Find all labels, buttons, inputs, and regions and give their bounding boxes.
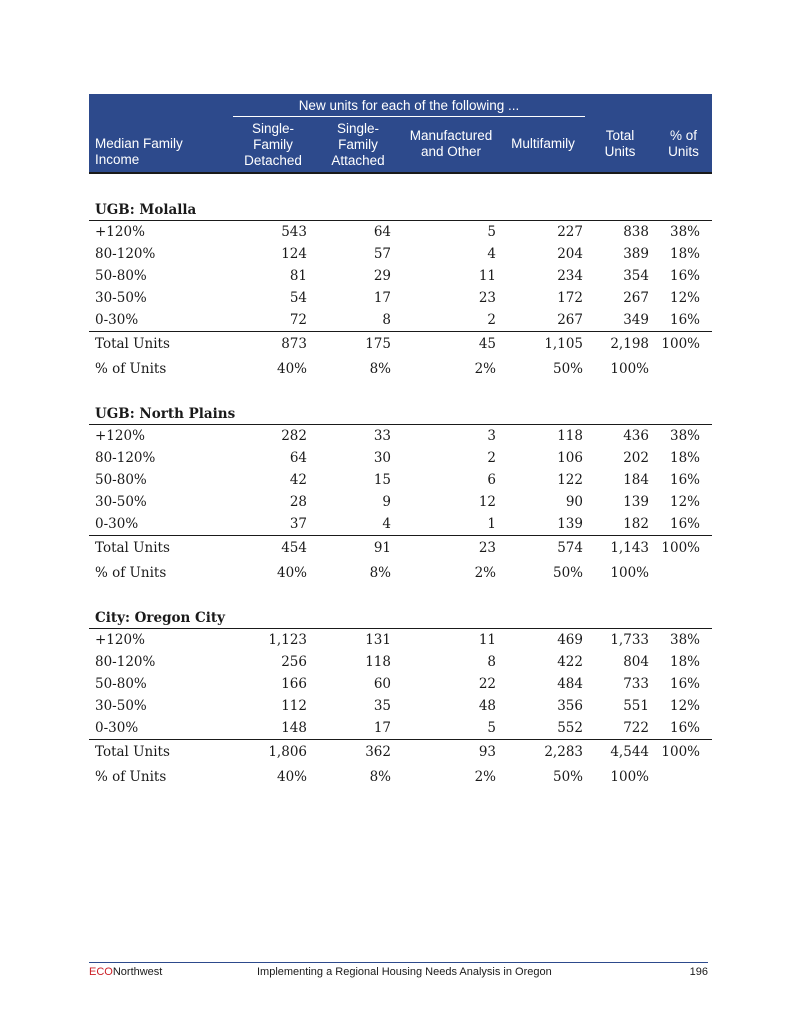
table-row [89, 651, 712, 673]
row-label: 50-80% [95, 472, 147, 488]
table-cell: 12 [478, 494, 496, 510]
table-cell: 234 [557, 268, 583, 284]
table-cell: 72 [289, 312, 307, 328]
table-cell: 91 [373, 540, 391, 556]
section-title: UGB: Molalla [89, 200, 712, 221]
table-cell: 175 [365, 336, 391, 352]
table-cell: 16% [669, 472, 700, 488]
table-cell: 574 [557, 540, 583, 556]
row-label: 30-50% [95, 494, 147, 510]
table-cell: 722 [623, 720, 649, 736]
table-cell: 18% [669, 246, 700, 262]
table-row [89, 673, 712, 695]
table-cell: 227 [557, 224, 583, 240]
table-cell: 16% [669, 720, 700, 736]
table-cell: 362 [365, 744, 391, 760]
row-label: Total Units [95, 336, 170, 352]
table-cell: 2% [474, 769, 496, 785]
table-cell: 8% [369, 361, 391, 377]
table-cell: 172 [557, 290, 583, 306]
table-cell: 100% [610, 361, 649, 377]
table-cell: 1,806 [268, 744, 307, 760]
table-cell: 139 [623, 494, 649, 510]
table-cell: 12% [669, 494, 700, 510]
table-cell: 139 [557, 516, 583, 532]
total-row [89, 535, 712, 560]
table-cell: 256 [281, 654, 307, 670]
percent-row [89, 356, 712, 380]
table-cell: 182 [623, 516, 649, 532]
table-cell: 48 [478, 698, 496, 714]
table-row [89, 469, 712, 491]
table-cell: 4 [487, 246, 496, 262]
row-label: Total Units [95, 540, 170, 556]
table-cell: 9 [382, 494, 391, 510]
table-cell: 4,544 [610, 744, 649, 760]
table-cell: 16% [669, 676, 700, 692]
table-body [89, 200, 712, 788]
row-label: 80-120% [95, 246, 156, 262]
table-cell: 436 [623, 428, 649, 444]
table-cell: 40% [276, 565, 307, 581]
table-cell: 100% [661, 540, 700, 556]
section-title: City: Oregon City [89, 608, 712, 629]
table-cell: 12% [669, 290, 700, 306]
table-cell: 11 [478, 268, 496, 284]
table-cell: 64 [289, 450, 307, 466]
table-cell: 8% [369, 565, 391, 581]
table-cell [649, 560, 706, 584]
table-cell: 118 [557, 428, 583, 444]
row-label: % of Units [95, 361, 167, 377]
table-cell: 1,733 [610, 632, 649, 648]
table-cell: 1,123 [268, 632, 307, 648]
table-cell: 2,198 [610, 336, 649, 352]
table-row [89, 513, 712, 535]
table-cell: 422 [557, 654, 583, 670]
table-section [89, 404, 712, 584]
table-cell: 1,143 [610, 540, 649, 556]
header-single-family-detached: Single- Family Detached [244, 121, 302, 168]
row-label: 0-30% [95, 312, 139, 328]
table-cell: 12% [669, 698, 700, 714]
table-cell: 469 [557, 632, 583, 648]
table-cell: 42 [289, 472, 307, 488]
table-cell: 15 [373, 472, 391, 488]
row-label: % of Units [95, 769, 167, 785]
table-cell: 148 [281, 720, 307, 736]
table-cell: 17 [373, 720, 391, 736]
percent-row [89, 560, 712, 584]
row-label: 80-120% [95, 450, 156, 466]
table-cell: 6 [487, 472, 496, 488]
header-manufactured: Manufactured and Other [409, 128, 493, 159]
total-row [89, 331, 712, 356]
total-row [89, 739, 712, 764]
table-cell: 3 [487, 428, 496, 444]
table-row [89, 287, 712, 309]
row-label: +120% [95, 224, 145, 240]
table-row [89, 447, 712, 469]
table-cell: 45 [478, 336, 496, 352]
table-cell: 106 [557, 450, 583, 466]
footer-brand [89, 966, 162, 978]
table-cell: 54 [289, 290, 307, 306]
table-cell: 5 [487, 224, 496, 240]
table-cell: 124 [281, 246, 307, 262]
table-cell [649, 764, 706, 788]
page-footer [89, 962, 708, 979]
table-cell: 166 [281, 676, 307, 692]
header-total-units: Total Units [604, 128, 636, 159]
table-cell: 40% [276, 361, 307, 377]
table-cell: 22 [478, 676, 496, 692]
table-cell: 873 [281, 336, 307, 352]
footer-brand-econ: ECO [89, 966, 113, 978]
table-cell: 64 [373, 224, 391, 240]
housing-units-table [89, 94, 712, 788]
table-cell: 552 [557, 720, 583, 736]
table-cell: 2% [474, 361, 496, 377]
table-cell: 184 [623, 472, 649, 488]
table-row [89, 491, 712, 513]
table-cell: 202 [623, 450, 649, 466]
table-cell: 93 [478, 744, 496, 760]
row-label: 30-50% [95, 290, 147, 306]
table-cell: 131 [365, 632, 391, 648]
row-label: 30-50% [95, 698, 147, 714]
row-label: 50-80% [95, 268, 147, 284]
footer-title: Implementing a Regional Housing Needs Analysis in Oregon [257, 966, 552, 978]
row-label: 80-120% [95, 654, 156, 670]
table-cell: 5 [487, 720, 496, 736]
table-cell: 38% [669, 632, 700, 648]
table-cell: 733 [623, 676, 649, 692]
table-cell: 33 [373, 428, 391, 444]
table-cell: 29 [373, 268, 391, 284]
table-cell: 2 [487, 450, 496, 466]
section-title: UGB: North Plains [89, 404, 712, 425]
table-cell: 2% [474, 565, 496, 581]
table-cell: 2,283 [544, 744, 583, 760]
table-cell: 389 [623, 246, 649, 262]
header-median-income: Median Family Income [95, 136, 183, 167]
table-cell: 60 [373, 676, 391, 692]
row-label: +120% [95, 632, 145, 648]
table-cell: 838 [623, 224, 649, 240]
table-cell: 30 [373, 450, 391, 466]
table-cell: 38% [669, 224, 700, 240]
row-label: +120% [95, 428, 145, 444]
table-cell: 23 [478, 540, 496, 556]
percent-row [89, 764, 712, 788]
table-cell [649, 356, 706, 380]
table-cell: 16% [669, 312, 700, 328]
table-row [89, 629, 712, 651]
table-cell: 17 [373, 290, 391, 306]
table-cell: 4 [382, 516, 391, 532]
table-cell: 543 [281, 224, 307, 240]
table-cell: 40% [276, 769, 307, 785]
table-cell: 282 [281, 428, 307, 444]
table-row [89, 695, 712, 717]
table-cell: 267 [557, 312, 583, 328]
table-cell: 100% [661, 336, 700, 352]
table-row [89, 243, 712, 265]
table-cell: 50% [552, 565, 583, 581]
table-cell: 57 [373, 246, 391, 262]
table-row [89, 309, 712, 331]
table-row [89, 717, 712, 739]
table-cell: 122 [557, 472, 583, 488]
table-section [89, 608, 712, 788]
row-label: 0-30% [95, 516, 139, 532]
table-cell: 100% [610, 565, 649, 581]
table-cell: 18% [669, 450, 700, 466]
table-cell: 16% [669, 268, 700, 284]
table-cell: 112 [281, 698, 307, 714]
header-single-family-attached: Single- Family Attached [331, 121, 385, 168]
table-cell: 349 [623, 312, 649, 328]
table-cell: 23 [478, 290, 496, 306]
table-cell: 16% [669, 516, 700, 532]
table-cell: 38% [669, 428, 700, 444]
table-cell: 804 [623, 654, 649, 670]
table-cell: 1 [487, 516, 496, 532]
table-cell: 100% [610, 769, 649, 785]
table-cell: 8% [369, 769, 391, 785]
header-span-rule [233, 116, 585, 117]
table-cell: 356 [557, 698, 583, 714]
table-row [89, 221, 712, 243]
table-cell: 28 [289, 494, 307, 510]
table-cell: 18% [669, 654, 700, 670]
table-cell: 204 [557, 246, 583, 262]
table-cell: 81 [289, 268, 307, 284]
table-cell: 484 [557, 676, 583, 692]
table-cell: 100% [661, 744, 700, 760]
table-cell: 50% [552, 361, 583, 377]
footer-brand-rest: Northwest [112, 966, 163, 978]
table-cell: 50% [552, 769, 583, 785]
table-cell: 35 [373, 698, 391, 714]
row-label: Total Units [95, 744, 170, 760]
table-header [89, 94, 712, 174]
table-cell: 37 [289, 516, 307, 532]
table-cell: 2 [487, 312, 496, 328]
table-row [89, 425, 712, 447]
table-cell: 8 [487, 654, 496, 670]
row-label: 50-80% [95, 676, 147, 692]
header-span-title: New units for each of the following ... [298, 98, 520, 113]
table-row [89, 265, 712, 287]
table-section [89, 200, 712, 380]
table-cell: 90 [565, 494, 583, 510]
table-cell: 11 [478, 632, 496, 648]
table-cell: 1,105 [544, 336, 583, 352]
row-label: % of Units [95, 565, 167, 581]
table-cell: 354 [623, 268, 649, 284]
header-multifamily: Multifamily [511, 136, 575, 151]
page-number: 196 [689, 966, 708, 978]
table-cell: 267 [623, 290, 649, 306]
header-pct-units: % of Units [668, 128, 699, 159]
table-cell: 454 [281, 540, 307, 556]
table-cell: 551 [623, 698, 649, 714]
table-cell: 118 [365, 654, 391, 670]
table-cell: 8 [382, 312, 391, 328]
row-label: 0-30% [95, 720, 139, 736]
